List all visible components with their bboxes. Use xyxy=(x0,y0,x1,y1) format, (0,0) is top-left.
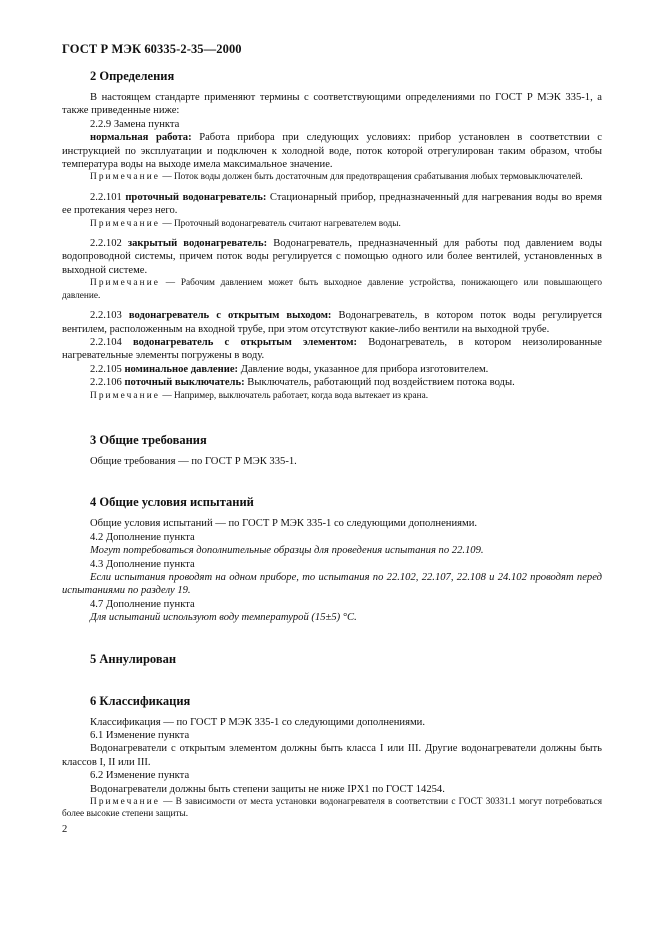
definition: Водонагреватель, в котором неизолированные нагревательные элементы погружены в воду. xyxy=(62,336,602,362)
section-4-title: 4 Общие условия испытаний xyxy=(90,495,254,510)
definition: Работа прибора при следующих условиях: прибор установлен в соответствии с инструкцией по эксплуатации и подключен к холодной воде, поток которой отрегулирован таким образом, чтобы температура воды на выходе имела максимальное значение. xyxy=(62,132,602,171)
note-label: Примечание xyxy=(90,390,160,401)
section-6-title: 6 Классификация xyxy=(90,693,191,708)
definition: Водонагреватель, в котором поток воды регулируется вентилем, расположенным на входной трубе, при этом отсутствуют какие-либо вентили на выходной трубе. xyxy=(62,310,603,335)
page-number: 2 xyxy=(62,824,68,835)
note-3: Примечание — Рабочим давлением может быть выходное давление устройства, понижающего или повышающего давление. xyxy=(62,278,602,301)
clause-2-2-9 xyxy=(62,131,602,171)
clause-4-2-head: 4.2 Дополнение пункта xyxy=(90,531,195,543)
term: поточный выключатель: xyxy=(124,377,245,389)
note-label: Примечание xyxy=(90,172,160,183)
section-5-title: 5 Аннулирован xyxy=(90,651,177,666)
clause-6-1-body: Водонагреватели с открытым элементом должны быть класса I или III. Другие водонагреватели должны быть классов I, II или III. xyxy=(62,743,602,768)
note-label: Примечание xyxy=(90,218,160,229)
term: закрытый водонагреватель: xyxy=(127,238,268,250)
clause-4-3-head: 4.3 Дополнение пункта xyxy=(90,558,195,570)
clause-4-3-body: Если испытания проводят на одном приборе, то испытания по 22.102, 22.107, 22.108 и 24.102 проводят перед испытаниями по разделу 19. xyxy=(62,571,602,597)
definition: Выключатель, работающий под воздействием потока воды. xyxy=(244,377,515,389)
note-label: Примечание xyxy=(90,278,160,289)
definition: Водонагреватель, предназначенный для работы под давлением воды водопроводной системы, причем поток воды регулируется с помощью одного или более вентилей, установленных в выходной системе. xyxy=(62,238,602,276)
clause-4-7-body: Для испытаний используют воду температурой (15±5) °С. xyxy=(90,612,357,624)
clause-2-2-103: 2.2.103 водонагреватель с открытым выходом: Водонагреватель, в котором поток воды регулируется вентилем, расположенным на входной трубе, при этом отсутствуют какие-либо вентили на выходной трубе. xyxy=(62,310,603,335)
section-2-title: 2 Определения xyxy=(90,69,175,83)
term: нормальная работа: xyxy=(90,132,192,144)
term: водонагреватель с открытым элементом: xyxy=(133,336,357,348)
term: номинальное давление: xyxy=(124,363,239,375)
s2-intro: В настоящем стандарте применяют термины с соответствующими определениями по ГОСТ Р МЭК 335-1, а также приведенные ниже: xyxy=(62,92,602,117)
clause-4-2-body: Могут потребоваться дополнительные образцы для проведения испытания по 22.109. xyxy=(90,545,484,557)
clause-2-2-102: 2.2.102 закрытый водонагреватель: Водонагреватель, предназначенный для работы под давлением воды водопроводной системы, причем поток воды регулируется с помощью одного или более вентилей, установленных в выходной системе. xyxy=(62,238,602,276)
note-2: Примечание — Проточный водонагреватель считают нагревателем воды. xyxy=(90,218,401,229)
clause-6-2-head: 6.2 Изменение пункта xyxy=(90,770,190,782)
note-label: Примечание xyxy=(90,797,160,808)
clause-2-2-106: 2.2.106 поточный выключатель: Выключатель, работающий под воздействием потока воды. xyxy=(90,377,515,389)
note-1: Примечание — Поток воды должен быть достаточным для предотвращения срабатывания любых термовыключателей. xyxy=(90,172,583,183)
running-header: ГОСТ Р МЭК 60335-2-35—2000 xyxy=(62,42,242,56)
s6-body: Классификация — по ГОСТ Р МЭК 335-1 со следующими дополнениями. xyxy=(90,716,425,728)
clause-2-2-101: 2.2.101 проточный водонагреватель: Стационарный прибор, предназначенный для нагревания воды во время ее протекания через него. xyxy=(62,191,602,217)
definition: Стационарный прибор, предназначенный для нагревания воды во время ее протекания через него. xyxy=(62,191,602,217)
section-3-title: 3 Общие требования xyxy=(90,432,207,447)
note-4: Примечание — Например, выключатель работает, когда вода вытекает из крана. xyxy=(90,390,429,401)
clause-2-2-9-head: 2.2.9 Замена пункта xyxy=(90,118,180,130)
clause-4-7-head: 4.7 Дополнение пункта xyxy=(90,598,195,610)
definition: Давление воды, указанное для прибора изготовителем. xyxy=(238,363,489,375)
clause-6-2-body: Водонагреватели должны быть степени защиты не ниже IPX1 по ГОСТ 14254. xyxy=(90,783,445,795)
clause-2-2-105: 2.2.105 номинальное давление: Давление воды, указанное для прибора изготовителем. xyxy=(90,363,489,375)
term: проточный водонагреватель: xyxy=(125,191,267,203)
page-content xyxy=(62,68,602,821)
term: водонагреватель с открытым выходом: xyxy=(128,310,332,322)
s3-body: Общие требования — по ГОСТ Р МЭК 335-1. xyxy=(90,455,297,467)
s4-body: Общие условия испытаний — по ГОСТ Р МЭК 335-1 со следующими дополнениями. xyxy=(90,518,478,530)
note-5: Примечание — В зависимости от места установки водонагревателя в соответствии с ГОСТ 30331.1 могут потребоваться более высокие степени защиты. xyxy=(62,797,602,820)
clause-2-2-104: 2.2.104 водонагреватель с открытым элементом: Водонагреватель, в котором неизолированные нагревательные элементы погружены в воду. xyxy=(62,336,602,362)
clause-6-1-head: 6.1 Изменение пункта xyxy=(90,730,190,741)
